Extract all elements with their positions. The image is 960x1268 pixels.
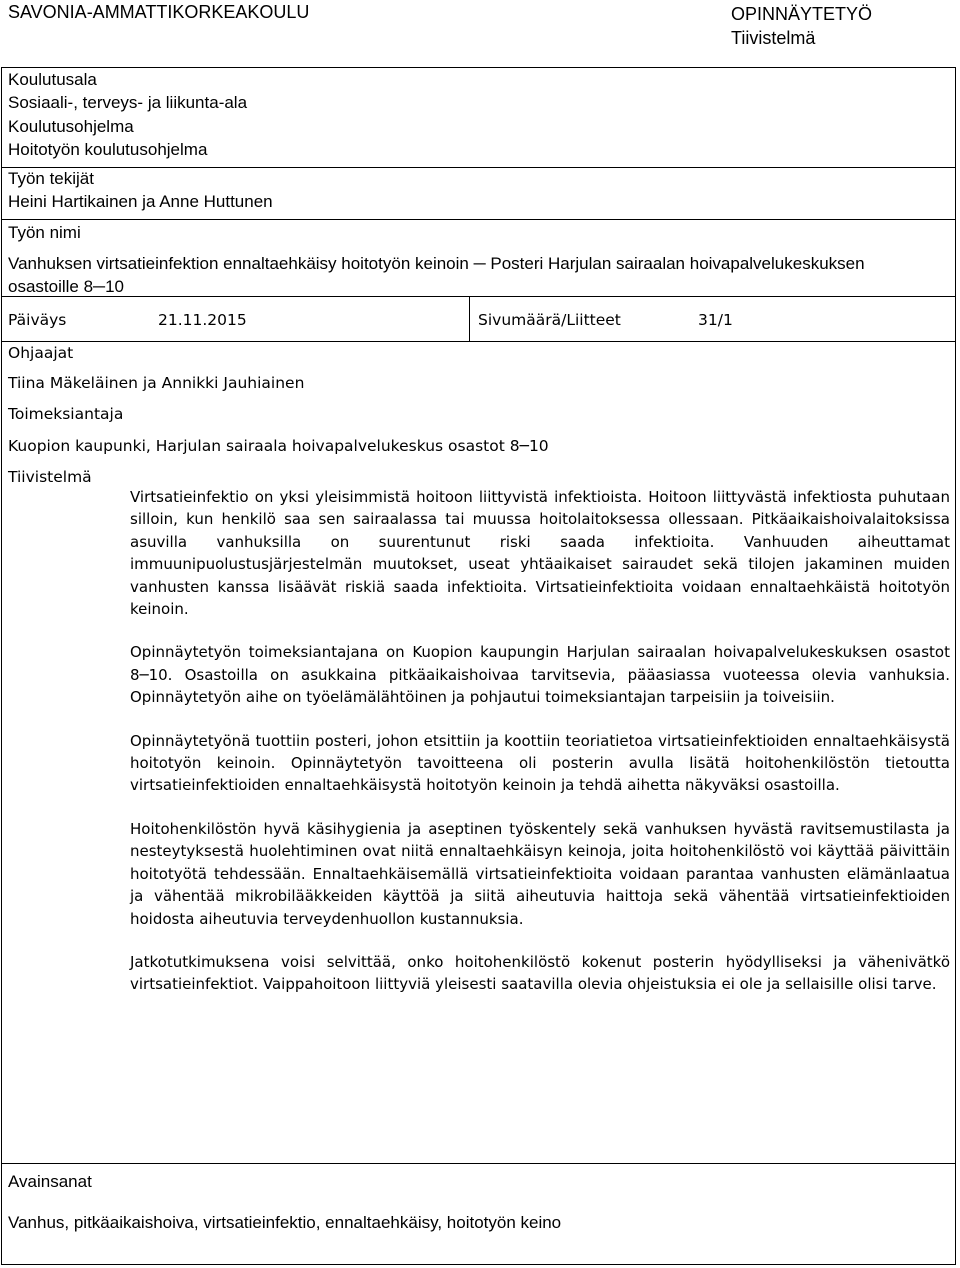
programme-label: Koulutusohjelma <box>8 117 134 136</box>
divider <box>2 1163 955 1164</box>
commissioner-value: Kuopion kaupunki, Harjulan sairaala hoivapalvelukeskus osastot 8─10 <box>8 437 549 455</box>
divider <box>2 219 955 220</box>
keywords-value: Vanhus, pitkäaikaishoiva, virtsatieinfektio, ennaltaehkäisy, hoitotyön keino <box>8 1213 562 1232</box>
abstract-paragraph: Hoitohenkilöstön hyvä käsihygienia ja aseptinen työskentely sekä vanhuksen hyvästä ravitsemustilasta ja nesteytyksestä huolehtiminen ovat niitä ennaltaehkäisyn keinoja, joita hoitohenkilöstö voi käyttää päivittäin hoitotyötä tehdessään. Ennaltaehkäisemällä virtsatieinfektioita voidaan parantaa vanhusten elämänlaatua ja vähentää mikrobilääkkeiden käyttöä ja siitä aiheutuvia haittoja sekä vähentää virtsatieinfektioiden hoidosta aiheutuvia terveydenhuollon kustannuksia. <box>130 819 950 928</box>
divider <box>2 341 955 342</box>
date-value: 21.11.2015 <box>158 311 247 329</box>
divider <box>2 167 955 168</box>
document-subtype-label: Tiivistelmä <box>731 28 816 48</box>
authors-label: Työn tekijät <box>8 169 94 188</box>
commissioner-label: Toimeksiantaja <box>8 405 124 423</box>
pages-label: Sivumäärä/Liitteet <box>478 311 621 329</box>
abstract-paragraph: Virtsatieinfektio on yksi yleisimmistä hoitoon liittyvistä infektioista. Hoitoon liittyvästä infektiosta puhutaan silloin, kun henkilö saa sen sairaalassa tai muussa hoitolaitoksessa ollessaan. Pitkäaikaishoivalaitoksissa asuvilla vanhuksilla on suurentunut riski saada infektioita. Vanhuuden aiheuttamat immuunipuolustusjärjestelmän muutokset, useat yhtäaikaiset sairaudet sekä tilojen jakaminen muiden vanhusten kanssa lisäävät riskiä saada infektioita. Virtsatieinfektioita voidaan ennaltaehkäistä hoitotyön keinoin. <box>130 488 950 619</box>
supervisors-value: Tiina Mäkeläinen ja Annikki Jauhiainen <box>8 374 305 392</box>
column-divider <box>469 296 470 342</box>
field-value: Sosiaali-, terveys- ja liikunta-ala <box>8 93 248 112</box>
abstract-body <box>130 486 950 1017</box>
programme-value: Hoitotyön koulutusohjelma <box>8 140 208 159</box>
divider <box>2 296 955 297</box>
keywords-label: Avainsanat <box>8 1172 92 1191</box>
title-value-line1: Vanhuksen virtsatieinfektion ennaltaehkäisy hoitotyön keinoin ─ Posteri Harjulan sairaalan hoivapalvelukeskuksen <box>8 254 865 273</box>
abstract-paragraph: Opinnäytetyönä tuottiin posteri, johon etsittiin ja koottiin teoriatietoa virtsatieinfektioiden ennaltaehkäisystä hoitotyön keinoin. Opinnäytetyön tavoitteena oli posterin avulla lisätä hoitohenkilöstön tietoutta virtsatieinfektioiden ennaltaehkäisystä hoitotyön keinoin ja tehdä aihetta näkyväksi osastoilla. <box>130 731 950 795</box>
document-type-label: OPINNÄYTETYÖ <box>731 4 873 24</box>
institution-name: SAVONIA-AMMATTIKORKEAKOULU <box>8 2 310 22</box>
pages-value: 31/1 <box>698 311 733 329</box>
title-value-line2: osastoille 8─10 <box>8 277 125 296</box>
abstract-paragraph: Opinnäytetyön toimeksiantajana on Kuopion kaupungin Harjulan sairaalan hoivapalvelukeskuksen osastot 8─10. Osastoilla on asukkaina pitkäaikaishoivaa tarvitsevia, pääasiassa vuoteessa olevia vanhuksia. Opinnäytetyön aihe on työelämälähtöinen ja pohjautui toimeksiantajan tarpeisiin ja toiveisiin. <box>130 643 950 707</box>
field-label: Koulutusala <box>8 70 97 89</box>
title-label: Työn nimi <box>8 223 81 242</box>
supervisors-label: Ohjaajat <box>8 344 74 362</box>
date-label: Päiväys <box>8 311 67 329</box>
abstract-paragraph: Jatkotutkimuksena voisi selvittää, onko hoitohenkilöstö kokenut posterin hyödylliseksi ja vähenivätkö virtsatieinfektiot. Vaippahoitoon liittyviä yleisesti saatavilla olevia ohjeistuksia ei ole ja sellaisille olisi tarve. <box>130 952 950 994</box>
document-type <box>731 2 872 50</box>
abstract-label: Tiivistelmä <box>8 468 92 486</box>
authors-value: Heini Hartikainen ja Anne Huttunen <box>8 192 273 211</box>
